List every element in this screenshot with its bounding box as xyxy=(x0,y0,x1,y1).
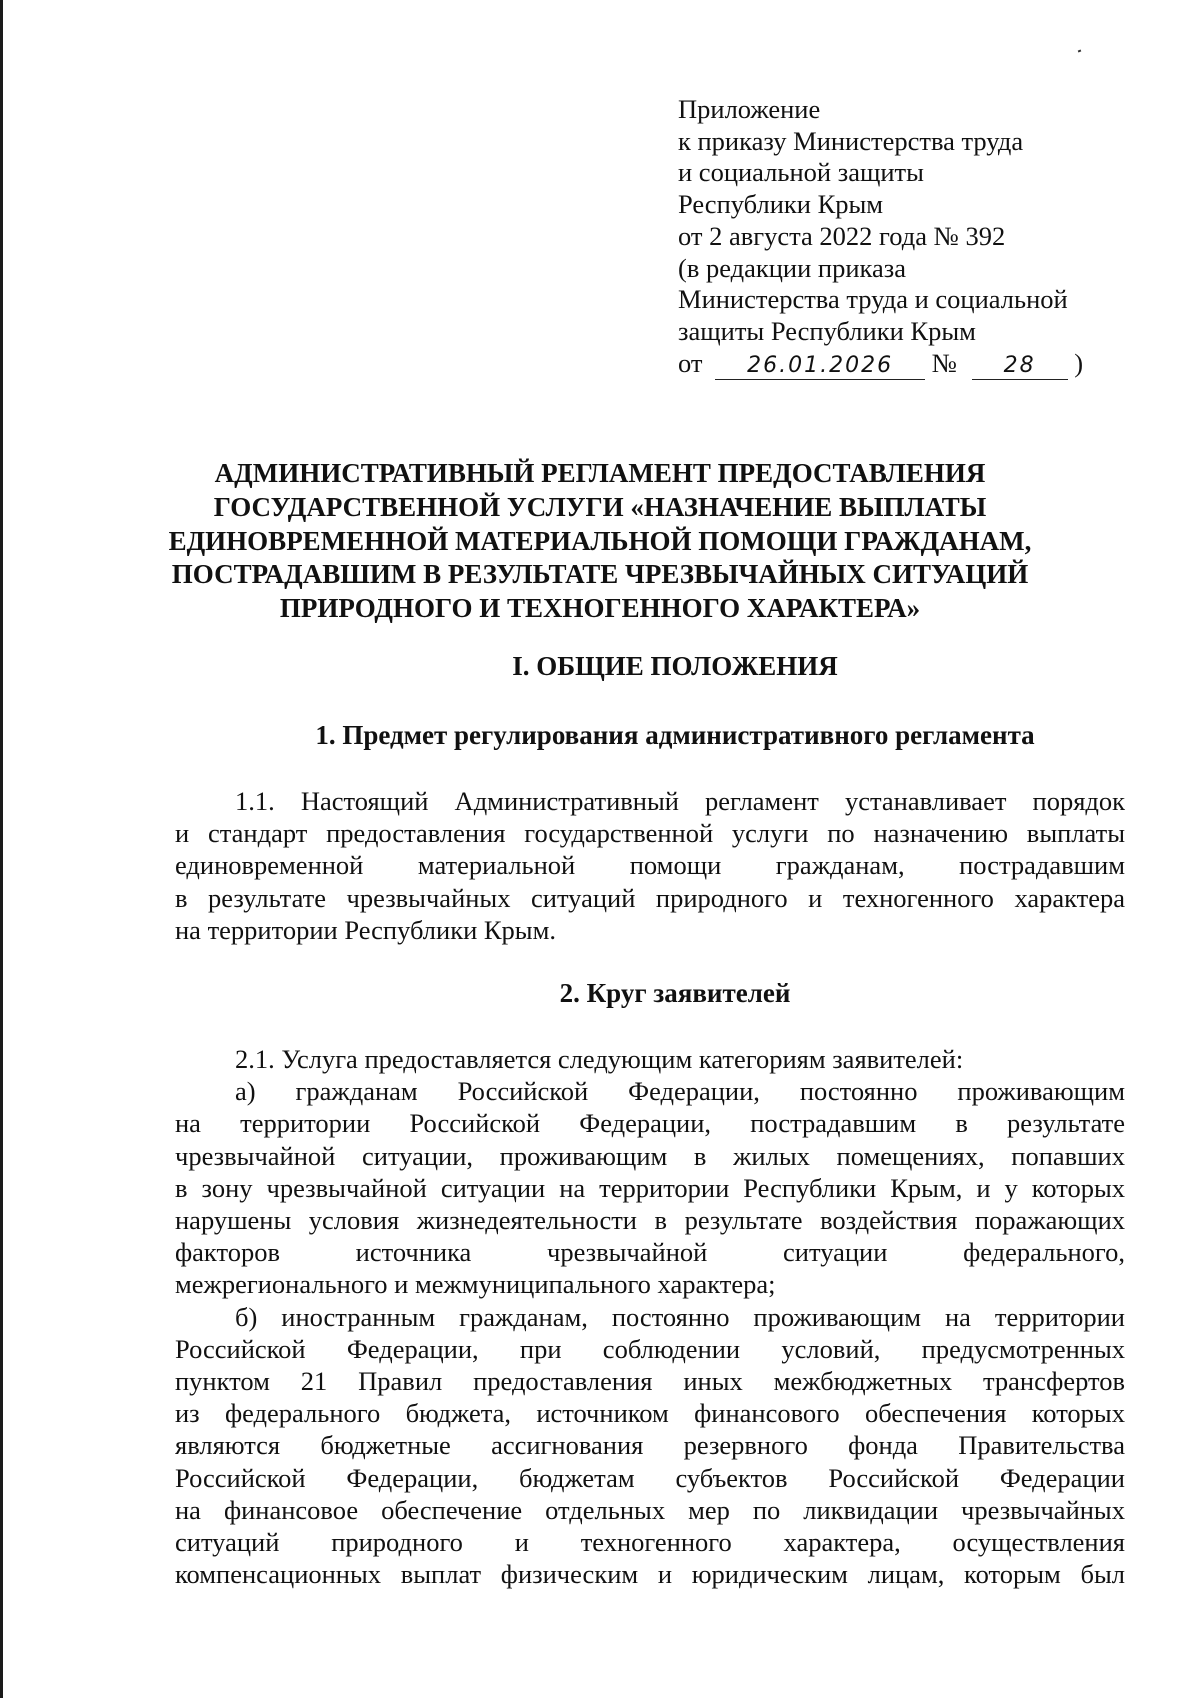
item-a-line: факторов источника чрезвычайной ситуации федерального, xyxy=(175,1237,1125,1268)
appendix-line: от 2 августа 2022 года № 392 xyxy=(678,220,1006,251)
appendix-line: Министерства труда и социальной xyxy=(678,284,1068,315)
title-line: АДМИНИСТРАТИВНЫЙ РЕГЛАМЕНТ ПРЕДОСТАВЛЕНИЯ xyxy=(214,458,986,488)
paragraph-1-1 xyxy=(175,785,1125,946)
subsection-1-heading: 1. Предмет регулирования административного регламента xyxy=(315,720,1035,750)
title-line: ПРИРОДНОГО И ТЕХНОГЕННОГО ХАРАКТЕРА» xyxy=(279,593,921,624)
paragraph-line: 2.1. Услуга предоставляется следующим категориям заявителей: xyxy=(235,1044,964,1074)
subsection-2-heading: 2. Круг заявителей xyxy=(559,978,791,1008)
paragraph-2-1 xyxy=(175,1043,1125,1590)
appendix-line: и социальной защиты xyxy=(678,157,924,188)
appendix-line: к приказу Министерства труда xyxy=(678,125,1024,156)
item-b-line: из федерального бюджета, источником финансового обеспечения которых xyxy=(175,1398,1125,1429)
title-line: ПОСТРАДАВШИМ В РЕЗУЛЬТАТЕ ЧРЕЗВЫЧАЙНЫХ СИТУАЦИЙ xyxy=(171,559,1029,590)
appendix-header xyxy=(678,94,1178,380)
item-a-line: нарушены условия жизнедеятельности в результате воздействия поражающих xyxy=(175,1205,1125,1236)
item-a-line: а) гражданам Российской Федерации, постоянно проживающим xyxy=(235,1076,1125,1107)
title-line: ГОСУДАРСТВЕННОЙ УСЛУГИ «НАЗНАЧЕНИЕ ВЫПЛАТЫ xyxy=(213,491,987,522)
item-b-line: компенсационных выплат физическим и юридическим лицам, которым был xyxy=(175,1559,1125,1590)
item-b-line: пунктом 21 Правил предоставления иных межбюджетных трансфертов xyxy=(175,1366,1125,1397)
item-a-line: в зону чрезвычайной ситуации на территории Республики Крым, и у которых xyxy=(175,1172,1125,1203)
paragraph-line: 1.1. Настоящий Административный регламент устанавливает порядок xyxy=(235,786,1125,816)
item-b-line: Российской Федерации, бюджетам субъектов Российской Федерации xyxy=(175,1462,1125,1493)
item-a-line: межрегионального и межмуниципального характера; xyxy=(175,1269,776,1300)
document-title xyxy=(150,457,1050,626)
closing-paren: ) xyxy=(1074,347,1084,378)
item-b-line: ситуаций природного и техногенного характера, осуществления xyxy=(175,1527,1125,1558)
handwritten-date: 26.01.2026 xyxy=(715,353,925,380)
appendix-line: защиты Республики Крым xyxy=(678,315,976,346)
paragraph-line: единовременной материальной помощи гражданам, пострадавшим xyxy=(175,850,1125,881)
scan-edge xyxy=(0,0,3,1698)
title-line: ЕДИНОВРЕМЕННОЙ МАТЕРИАЛЬНОЙ ПОМОЩИ ГРАЖДАНАМ, xyxy=(168,525,1032,556)
appendix-line: Республики Крым xyxy=(678,189,884,220)
date-prefix: от xyxy=(678,347,703,378)
item-b-line: на финансовое обеспечение отдельных мер по ликвидации чрезвычайных xyxy=(175,1494,1125,1525)
paragraph-line: и стандарт предоставления государственной услуги по назначению выплаты xyxy=(175,818,1125,849)
item-a-line: на территории Российской Федерации, пострадавшим в результате xyxy=(175,1108,1125,1139)
amendment-date-line xyxy=(678,348,1178,380)
item-b-line: б) иностранным гражданам, постоянно проживающим на территории xyxy=(235,1301,1125,1332)
item-b-line: Российской Федерации, при соблюдении условий, предусмотренных xyxy=(175,1333,1125,1364)
number-prefix: № xyxy=(931,347,958,378)
item-a-line: чрезвычайной ситуации, проживающим в жилых помещениях, попавших xyxy=(175,1140,1125,1171)
section-heading: I. ОБЩИЕ ПОЛОЖЕНИЯ xyxy=(512,651,838,681)
scan-speck xyxy=(1078,50,1082,53)
paragraph-line: на территории Республики Крым. xyxy=(175,914,557,945)
paragraph-line: в результате чрезвычайных ситуаций природного и техногенного характера xyxy=(175,882,1125,913)
appendix-line: Приложение xyxy=(678,94,821,124)
handwritten-number: 28 xyxy=(972,353,1068,380)
appendix-line: (в редакции приказа xyxy=(678,252,906,283)
item-b-line: являются бюджетные ассигнования резервного фонда Правительства xyxy=(175,1430,1125,1461)
